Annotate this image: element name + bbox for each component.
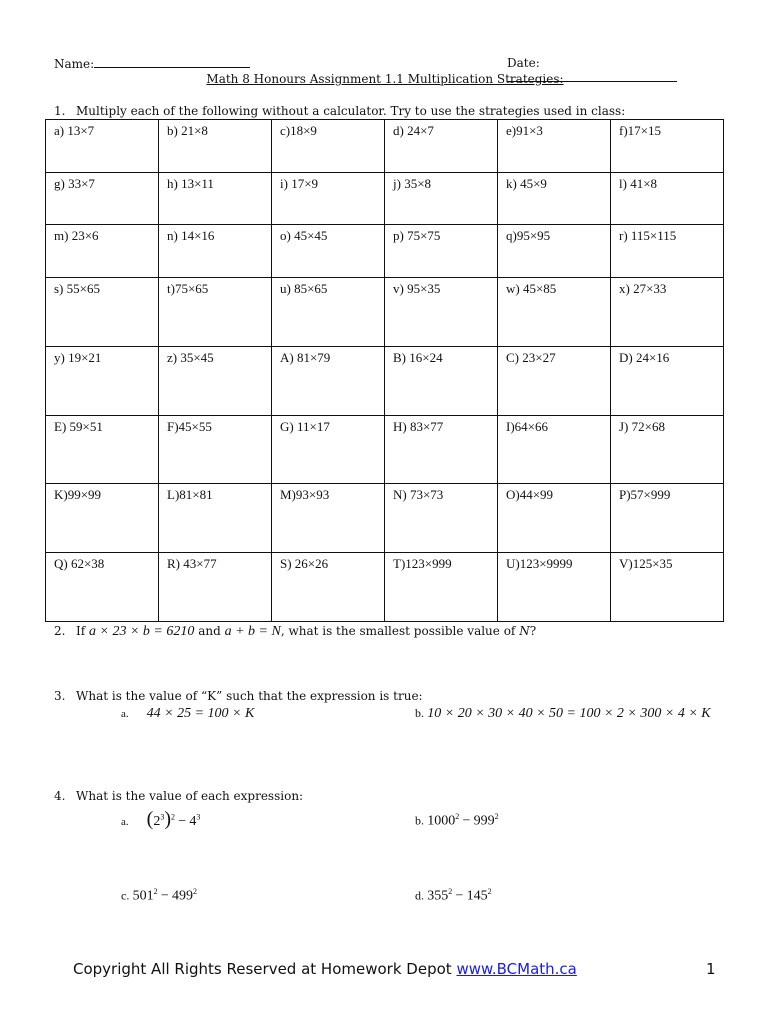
- problem-text: J) 72×68: [619, 418, 665, 434]
- problem-text: P)57×999: [619, 487, 671, 503]
- problem-text: o) 45×45: [280, 228, 328, 244]
- date-label: Date:: [507, 56, 540, 70]
- problem-cell[interactable]: [498, 120, 611, 173]
- problem-cell[interactable]: [46, 484, 159, 553]
- problem-text: C) 23×27: [506, 349, 556, 365]
- question-4d: [415, 887, 492, 904]
- problem-cell[interactable]: [498, 484, 611, 553]
- problem-cell[interactable]: [46, 415, 159, 484]
- problem-cell[interactable]: [611, 225, 724, 278]
- question-4c-label: c.: [121, 888, 130, 903]
- question-1-text: Multiply each of the following without a calculator. Try to use the strategies used in class:: [76, 104, 626, 118]
- problem-text: e)91×3: [506, 123, 543, 138]
- problem-cell[interactable]: [272, 120, 385, 173]
- question-4a-close-paren: ): [164, 808, 171, 830]
- question-4a-minus-exp: 3: [196, 812, 201, 822]
- question-2-equation-1: a × 23 × b = 6210: [89, 624, 195, 639]
- question-4a: [121, 808, 200, 831]
- table-row: [46, 120, 724, 173]
- problem-text: i) 17×9: [280, 175, 319, 191]
- question-4-prompt: [54, 789, 303, 803]
- question-3a-label: a.: [121, 708, 129, 720]
- name-label: Name:: [54, 57, 95, 71]
- question-4a-minus: −: [178, 814, 187, 829]
- question-4c-base-2: 499: [171, 888, 193, 904]
- table-row: [46, 172, 724, 225]
- question-2-rest: , what is the smallest possible value of: [280, 624, 516, 638]
- problem-cell[interactable]: [385, 277, 498, 346]
- problem-text: y) 19×21: [54, 349, 102, 365]
- problem-text: O)44×99: [506, 487, 554, 503]
- problem-text: B) 16×24: [393, 349, 443, 365]
- question-4b: [415, 812, 499, 829]
- problem-cell[interactable]: [611, 277, 724, 346]
- problem-cell[interactable]: [611, 172, 724, 225]
- question-4b-label: b.: [415, 813, 424, 828]
- problem-text: u) 85×65: [280, 280, 328, 296]
- question-4d-exp-1: 2: [448, 887, 453, 896]
- problem-text: h) 13×11: [167, 175, 214, 191]
- problem-text: d) 24×7: [393, 123, 434, 138]
- problem-text: K)99×99: [54, 487, 102, 503]
- problem-text: V)125×35: [619, 556, 673, 572]
- page-number: 1: [706, 960, 716, 978]
- question-3a-expression: 44 × 25 = 100 × K: [146, 706, 255, 721]
- question-2-if: If: [76, 624, 86, 638]
- question-4d-minus: −: [455, 888, 464, 904]
- footer-copyright: [73, 960, 577, 978]
- problem-cell[interactable]: [272, 415, 385, 484]
- question-4a-label: a.: [121, 816, 129, 828]
- problem-text: R) 43×77: [167, 556, 217, 572]
- problem-cell[interactable]: [385, 346, 498, 415]
- problem-text: x) 27×33: [619, 280, 667, 296]
- name-field: [54, 56, 250, 71]
- question-2-variable: N: [519, 624, 530, 638]
- problem-cell[interactable]: [159, 120, 272, 173]
- problem-text: z) 35×45: [167, 349, 214, 365]
- problem-cell[interactable]: [159, 225, 272, 278]
- problem-text: M)93×93: [280, 487, 330, 503]
- header-row: [54, 56, 709, 72]
- problem-cell[interactable]: [272, 553, 385, 622]
- problem-cell[interactable]: [385, 415, 498, 484]
- question-4c-exp-2: 2: [192, 887, 197, 896]
- problem-text: l) 41×8: [619, 175, 658, 191]
- problem-text: I)64×66: [506, 418, 548, 434]
- problem-text: r) 115×115: [619, 228, 677, 244]
- problem-cell[interactable]: [611, 415, 724, 484]
- problem-text: L)81×81: [167, 487, 213, 503]
- problem-cell[interactable]: [498, 346, 611, 415]
- question-3-text: What is the value of “K” such that the expression is true:: [76, 689, 423, 703]
- problem-cell[interactable]: [272, 346, 385, 415]
- question-1-prompt: [54, 104, 625, 118]
- question-2-equation-2: a + b = N: [224, 624, 281, 639]
- problem-cell[interactable]: [611, 346, 724, 415]
- problem-text: D) 24×16: [619, 349, 670, 365]
- question-2-and: and: [198, 624, 221, 638]
- question-4d-base-2: 145: [466, 888, 488, 904]
- question-4d-label: d.: [415, 888, 424, 903]
- problem-text: j) 35×8: [393, 175, 432, 191]
- problem-cell[interactable]: [46, 277, 159, 346]
- question-4-text: What is the value of each expression:: [76, 789, 304, 803]
- problem-cell[interactable]: [498, 415, 611, 484]
- problem-cell[interactable]: [46, 553, 159, 622]
- table-row: [46, 346, 724, 415]
- problem-text: n) 14×16: [167, 228, 215, 244]
- problem-cell[interactable]: [385, 172, 498, 225]
- problem-cell[interactable]: [498, 277, 611, 346]
- problem-cell[interactable]: [611, 484, 724, 553]
- problem-cell[interactable]: [272, 225, 385, 278]
- problem-text: b) 21×8: [167, 123, 208, 138]
- question-1-number: 1.: [54, 104, 66, 118]
- footer-copyright-text: Copyright All Rights Reserved at Homework Depot: [73, 960, 452, 978]
- question-2-number: 2.: [54, 624, 66, 638]
- multiplication-table: [45, 119, 724, 622]
- problem-text: s) 55×65: [54, 280, 100, 296]
- table-row: [46, 415, 724, 484]
- question-4c-minus: −: [160, 888, 169, 904]
- problem-cell[interactable]: [272, 484, 385, 553]
- problem-cell[interactable]: [611, 553, 724, 622]
- problem-text: v) 95×35: [393, 280, 441, 296]
- problem-cell[interactable]: [159, 346, 272, 415]
- problem-cell[interactable]: [272, 172, 385, 225]
- question-3-prompt: [54, 689, 423, 703]
- question-4c-exp-1: 2: [153, 887, 158, 896]
- question-3a: [121, 705, 254, 722]
- problem-text: t)75×65: [167, 280, 209, 296]
- problem-cell[interactable]: [46, 346, 159, 415]
- problem-text: F)45×55: [167, 418, 212, 434]
- problem-text: q)95×95: [506, 228, 551, 244]
- question-4b-base-2: 999: [473, 813, 495, 829]
- problem-cell[interactable]: [385, 553, 498, 622]
- problem-cell[interactable]: [611, 120, 724, 173]
- question-4b-minus: −: [462, 813, 471, 829]
- problem-text: k) 45×9: [506, 175, 547, 191]
- problem-text: p) 75×75: [393, 228, 441, 244]
- problem-text: a) 13×7: [54, 123, 95, 138]
- problem-cell[interactable]: [46, 225, 159, 278]
- problem-cell[interactable]: [46, 120, 159, 173]
- problem-cell[interactable]: [159, 172, 272, 225]
- table-row: [46, 553, 724, 622]
- problem-cell[interactable]: [159, 553, 272, 622]
- question-3b-expression: 10 × 20 × 30 × 40 × 50 = 100 × 2 × 300 × 4 × K: [427, 706, 711, 721]
- problem-cell[interactable]: [159, 415, 272, 484]
- problem-cell[interactable]: [385, 225, 498, 278]
- question-3b-label: b.: [415, 706, 424, 720]
- problem-text: w) 45×85: [506, 280, 557, 296]
- problem-text: N) 73×73: [393, 487, 444, 503]
- problem-text: A) 81×79: [280, 349, 331, 365]
- problem-cell[interactable]: [498, 172, 611, 225]
- question-4a-minus-base: 4: [189, 814, 197, 829]
- question-4a-inner-exp: 3: [160, 812, 165, 822]
- problem-text: m) 23×6: [54, 228, 99, 244]
- question-4a-inner-base: 2: [153, 814, 161, 829]
- problem-cell[interactable]: [272, 277, 385, 346]
- problem-text: E) 59×51: [54, 418, 103, 434]
- question-4b-base-1: 1000: [427, 813, 456, 829]
- question-4c: [121, 887, 197, 904]
- problem-text: g) 33×7: [54, 175, 95, 191]
- assignment-title: Math 8 Honours Assignment 1.1 Multiplication Strategies:: [206, 72, 564, 86]
- question-2: [54, 624, 536, 640]
- table-row: [46, 277, 724, 346]
- problem-text: f)17×15: [619, 123, 661, 138]
- name-blank-line: [94, 56, 250, 68]
- problem-cell[interactable]: [385, 484, 498, 553]
- problem-cell[interactable]: [159, 484, 272, 553]
- problem-cell[interactable]: [498, 553, 611, 622]
- question-4b-exp-2: 2: [494, 812, 499, 821]
- problem-cell[interactable]: [498, 225, 611, 278]
- table-row: [46, 225, 724, 278]
- problem-text: Q) 62×38: [54, 556, 105, 572]
- problem-text: T)123×999: [393, 556, 452, 572]
- footer-link[interactable]: www.BCMath.ca: [456, 960, 577, 978]
- problem-text: U)123×9999: [506, 556, 573, 572]
- problem-cell[interactable]: [385, 120, 498, 173]
- table-row: [46, 484, 724, 553]
- problem-text: H) 83×77: [393, 418, 444, 434]
- question-4b-exp-1: 2: [455, 812, 460, 821]
- problem-cell[interactable]: [159, 277, 272, 346]
- question-2-end: ?: [529, 624, 537, 638]
- question-3-number: 3.: [54, 689, 66, 703]
- question-4d-base-1: 355: [427, 888, 449, 904]
- question-4a-outer-exp: 2: [170, 812, 175, 822]
- problem-cell[interactable]: [46, 172, 159, 225]
- question-4d-exp-2: 2: [487, 887, 492, 896]
- problem-text: S) 26×26: [280, 556, 329, 572]
- question-3b: [415, 705, 711, 722]
- question-4a-open-paren: (: [146, 808, 154, 830]
- problem-text: c)18×9: [280, 123, 317, 138]
- problem-text: G) 11×17: [280, 418, 330, 434]
- question-4-number: 4.: [54, 789, 66, 803]
- question-4c-base-1: 501: [132, 888, 154, 904]
